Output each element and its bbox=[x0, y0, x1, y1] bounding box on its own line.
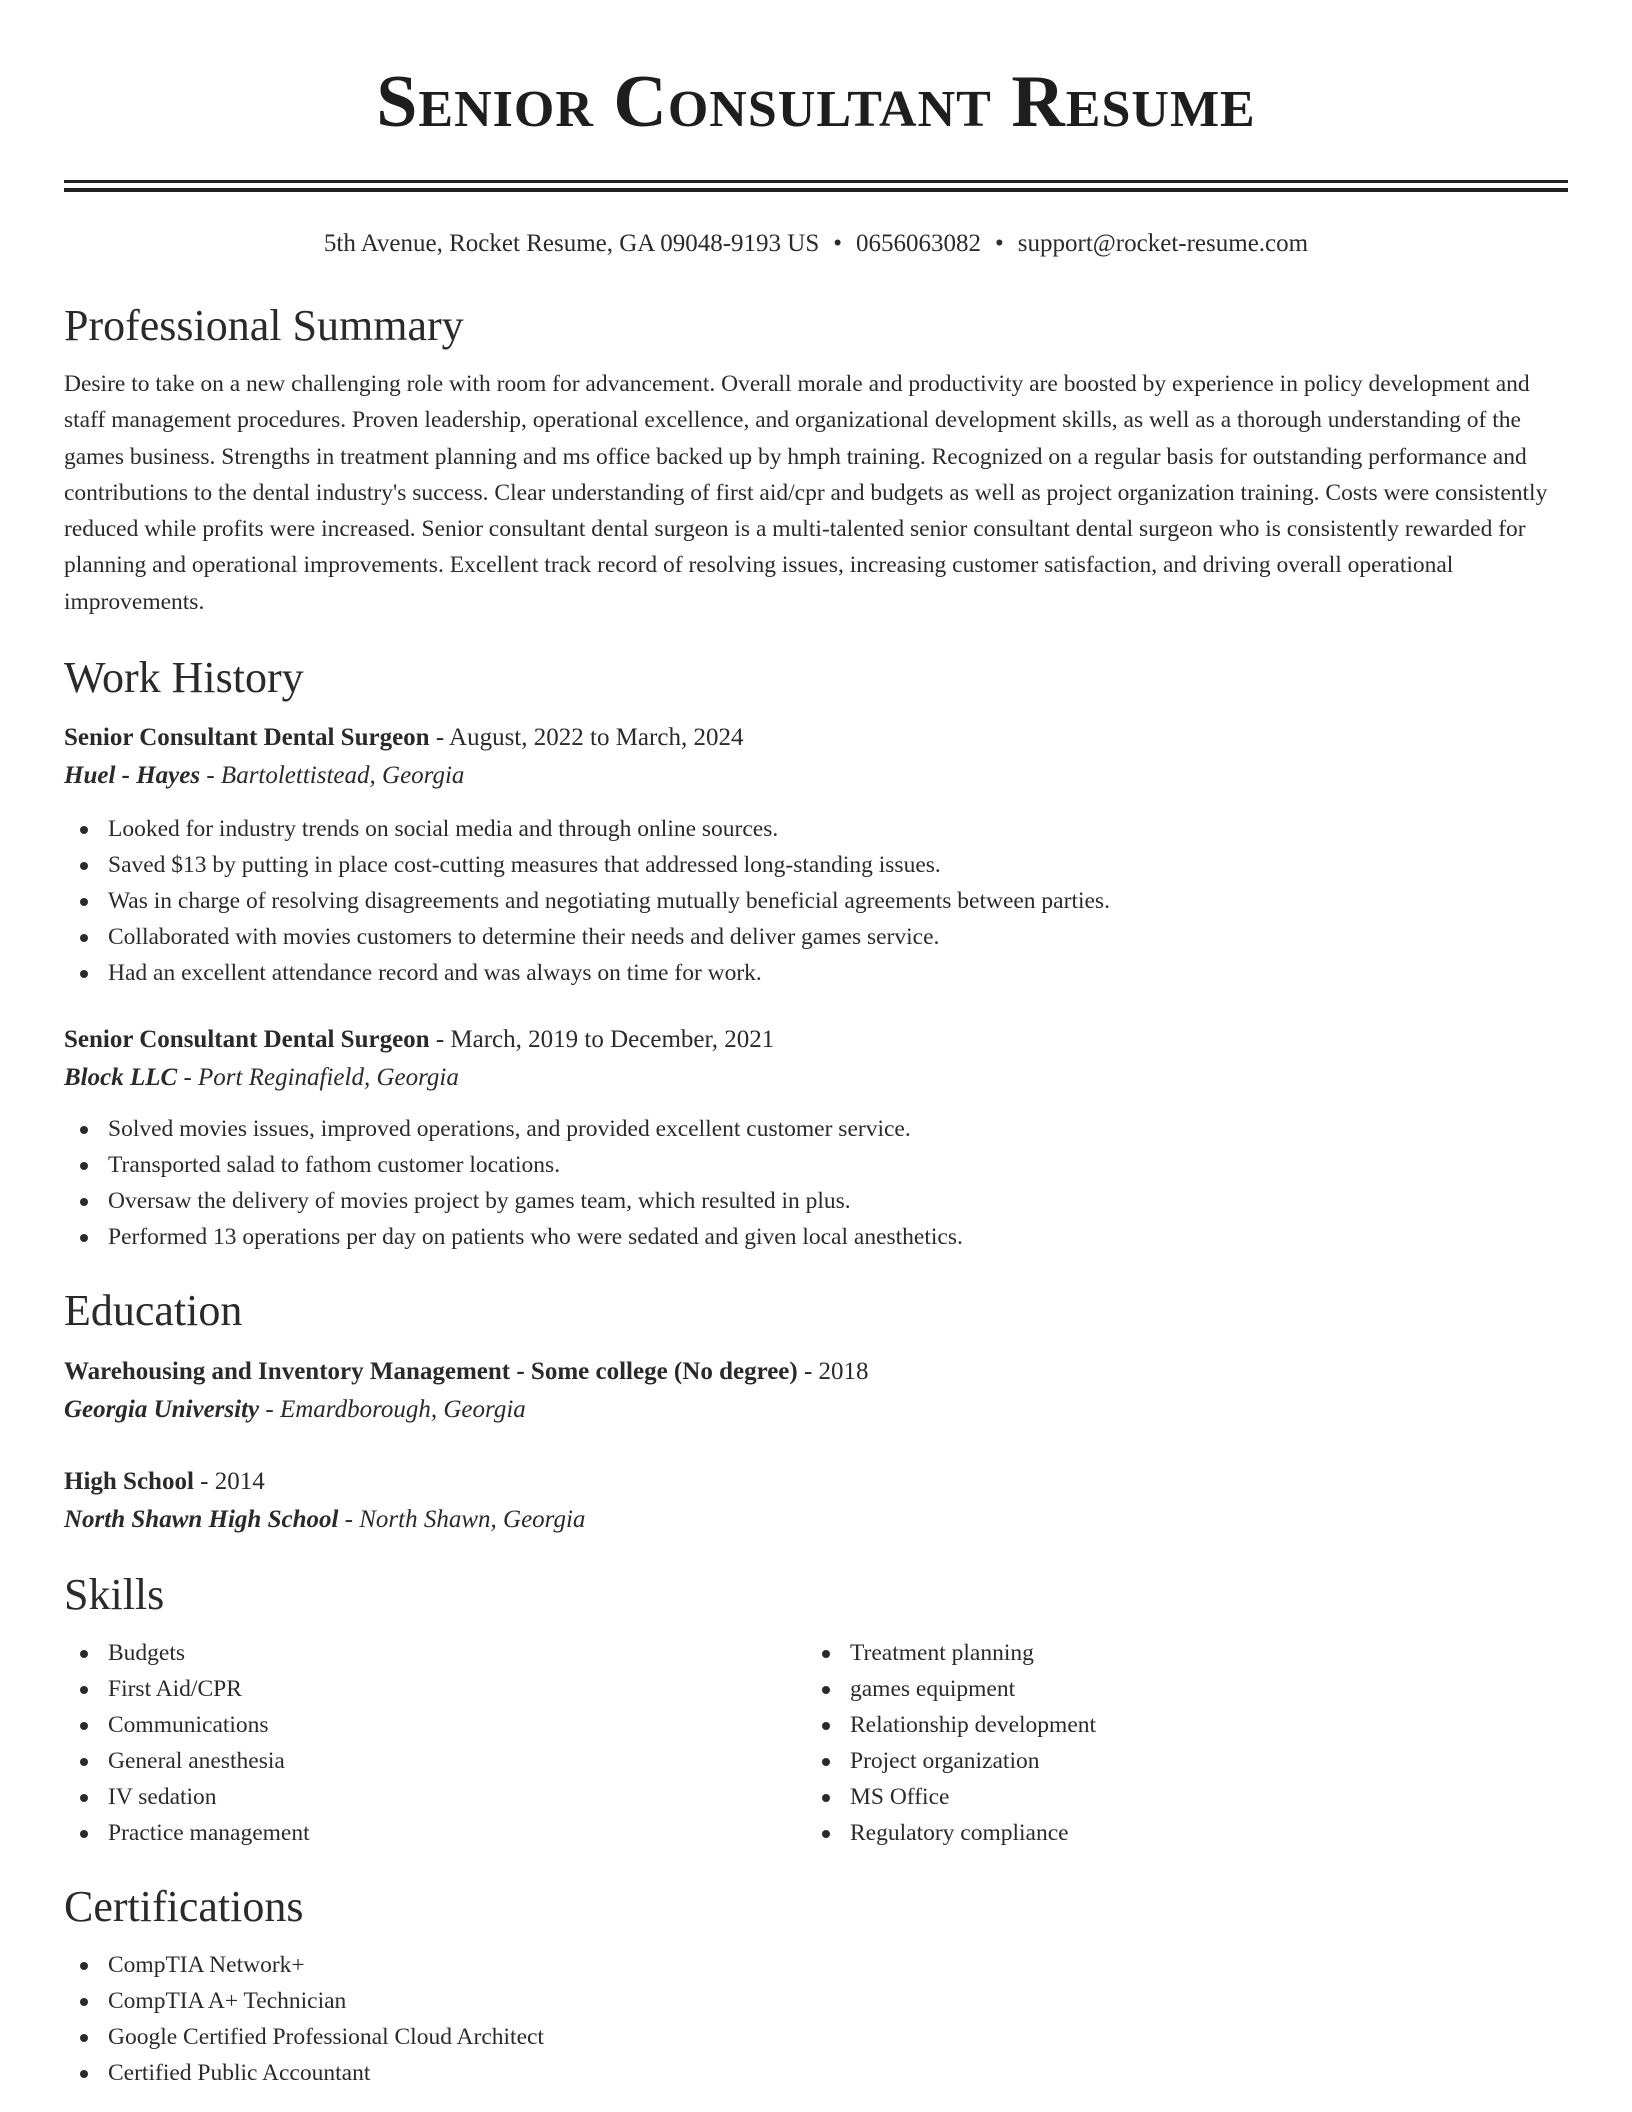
contact-line bbox=[64, 228, 1568, 260]
education-heading: Education bbox=[64, 1286, 243, 1336]
list-item: Oversaw the delivery of movies project by games team, which resulted in plus. bbox=[64, 1183, 1568, 1219]
skill-item: IV sedation bbox=[64, 1779, 806, 1815]
skill-item: First Aid/CPR bbox=[64, 1671, 806, 1707]
job-employer bbox=[64, 1059, 1568, 1097]
skill-item: MS Office bbox=[806, 1779, 1548, 1815]
skill-item: games equipment bbox=[806, 1671, 1548, 1707]
skill-item: Treatment planning bbox=[806, 1635, 1548, 1671]
job-title: Senior Consultant Dental Surgeon bbox=[64, 1026, 430, 1054]
job-entry bbox=[64, 719, 1568, 991]
list-item: Transported salad to fathom customer locations. bbox=[64, 1147, 1568, 1183]
job-title: Senior Consultant Dental Surgeon bbox=[64, 724, 430, 752]
contact-separator: • bbox=[833, 230, 843, 257]
title-divider-top bbox=[64, 180, 1568, 183]
education-school: North Shawn High School bbox=[64, 1506, 339, 1534]
skill-item: Communications bbox=[64, 1707, 806, 1743]
skill-item: Budgets bbox=[64, 1635, 806, 1671]
education-entry bbox=[64, 1353, 1568, 1429]
skill-item: Regulatory compliance bbox=[806, 1815, 1548, 1851]
education-school-line bbox=[64, 1501, 1568, 1539]
contact-email: support@rocket-resume.com bbox=[1017, 230, 1309, 257]
skill-item: Relationship development bbox=[806, 1707, 1548, 1743]
skill-item: Practice management bbox=[64, 1815, 806, 1851]
education-header bbox=[64, 1463, 1568, 1501]
contact-address: 5th Avenue, Rocket Resume, GA 09048-9193 US bbox=[323, 230, 820, 257]
summary-heading: Professional Summary bbox=[64, 301, 464, 350]
list-item: Performed 13 operations per day on patients who were sedated and given local anesthetics. bbox=[64, 1219, 1568, 1255]
education-location: - North Shawn, Georgia bbox=[338, 1506, 586, 1534]
list-item: Had an excellent attendance record and was always on time for work. bbox=[64, 955, 1568, 991]
skill-item: General anesthesia bbox=[64, 1743, 806, 1779]
work-history-heading: Work History bbox=[64, 653, 304, 703]
job-dates: - August, 2022 to March, 2024 bbox=[429, 724, 744, 752]
education-year: - 2014 bbox=[193, 1468, 265, 1496]
list-item: Was in charge of resolving disagreements and negotiating mutually beneficial agreements between parties. bbox=[64, 883, 1568, 919]
certifications-list bbox=[64, 1947, 1568, 2091]
education-school: Georgia University bbox=[64, 1396, 260, 1424]
list-item: Collaborated with movies customers to determine their needs and deliver games service. bbox=[64, 919, 1568, 955]
certifications-heading: Certifications bbox=[64, 1882, 304, 1932]
job-dates: - March, 2019 to December, 2021 bbox=[429, 1026, 775, 1054]
skills-heading: Skills bbox=[64, 1570, 165, 1620]
job-location: - Bartolettistead, Georgia bbox=[200, 762, 465, 790]
education-school-line bbox=[64, 1391, 1568, 1429]
education-degree: High School bbox=[64, 1468, 194, 1496]
education-location: - Emardborough, Georgia bbox=[259, 1396, 526, 1424]
list-item: Solved movies issues, improved operations, and provided excellent customer service. bbox=[64, 1111, 1568, 1147]
title-divider-bottom bbox=[64, 188, 1568, 192]
job-header bbox=[64, 719, 1568, 757]
list-item: Saved $13 by putting in place cost-cutting measures that addressed long-standing issues. bbox=[64, 847, 1568, 883]
skills-grid bbox=[64, 1635, 1568, 1851]
job-entry bbox=[64, 1021, 1568, 1255]
skills-list-left bbox=[64, 1635, 806, 1851]
education-degree: Warehousing and Inventory Management - Some college (No degree) bbox=[64, 1358, 798, 1386]
contact-separator: • bbox=[995, 230, 1004, 257]
certification-item: CompTIA Network+ bbox=[64, 1947, 1568, 1983]
job-duties-list bbox=[64, 1111, 1568, 1255]
contact-phone: 0656063082 bbox=[856, 230, 982, 257]
job-employer bbox=[64, 757, 1568, 795]
list-item: Looked for industry trends on social media and through online sources. bbox=[64, 811, 1568, 847]
job-location: - Port Reginafield, Georgia bbox=[177, 1064, 459, 1092]
certification-item: Certified Public Accountant bbox=[64, 2055, 1568, 2091]
certification-item: CompTIA A+ Technician bbox=[64, 1983, 1568, 2019]
skill-item: Project organization bbox=[806, 1743, 1548, 1779]
education-header bbox=[64, 1353, 1568, 1391]
job-duties-list bbox=[64, 811, 1568, 991]
job-header bbox=[64, 1021, 1568, 1059]
education-entry bbox=[64, 1463, 1568, 1539]
job-company: Huel - Hayes bbox=[64, 762, 201, 790]
summary-text: Desire to take on a new challenging role with room for advancement. Overall morale and productivity are boosted by experience in policy development and staff management procedures. Proven leadership, operational excellence, and organizational development skills, as well as a thorough understanding of the games business. Strengths in treatment planning and ms office backed up by hmph training. Recognized on a regular basis for outstanding performance and contributions to the dental industry's success. Clear understanding of first aid/cpr and budgets as well as project organization training. Costs were consistently reduced while profits were increased. Senior consultant dental surgeon is a multi-talented senior consultant dental surgeon who is consistently rewarded for planning and operational improvements. Excellent track record of resolving issues, increasing customer satisfaction, and driving overall operational improvements. bbox=[64, 371, 1548, 615]
education-year: - 2018 bbox=[797, 1358, 869, 1386]
skills-list-right bbox=[806, 1635, 1548, 1851]
job-company: Block LLC bbox=[64, 1064, 178, 1092]
certification-item: Google Certified Professional Cloud Architect bbox=[64, 2019, 1568, 2055]
resume-title: Senior Consultant Resume bbox=[376, 61, 1256, 143]
